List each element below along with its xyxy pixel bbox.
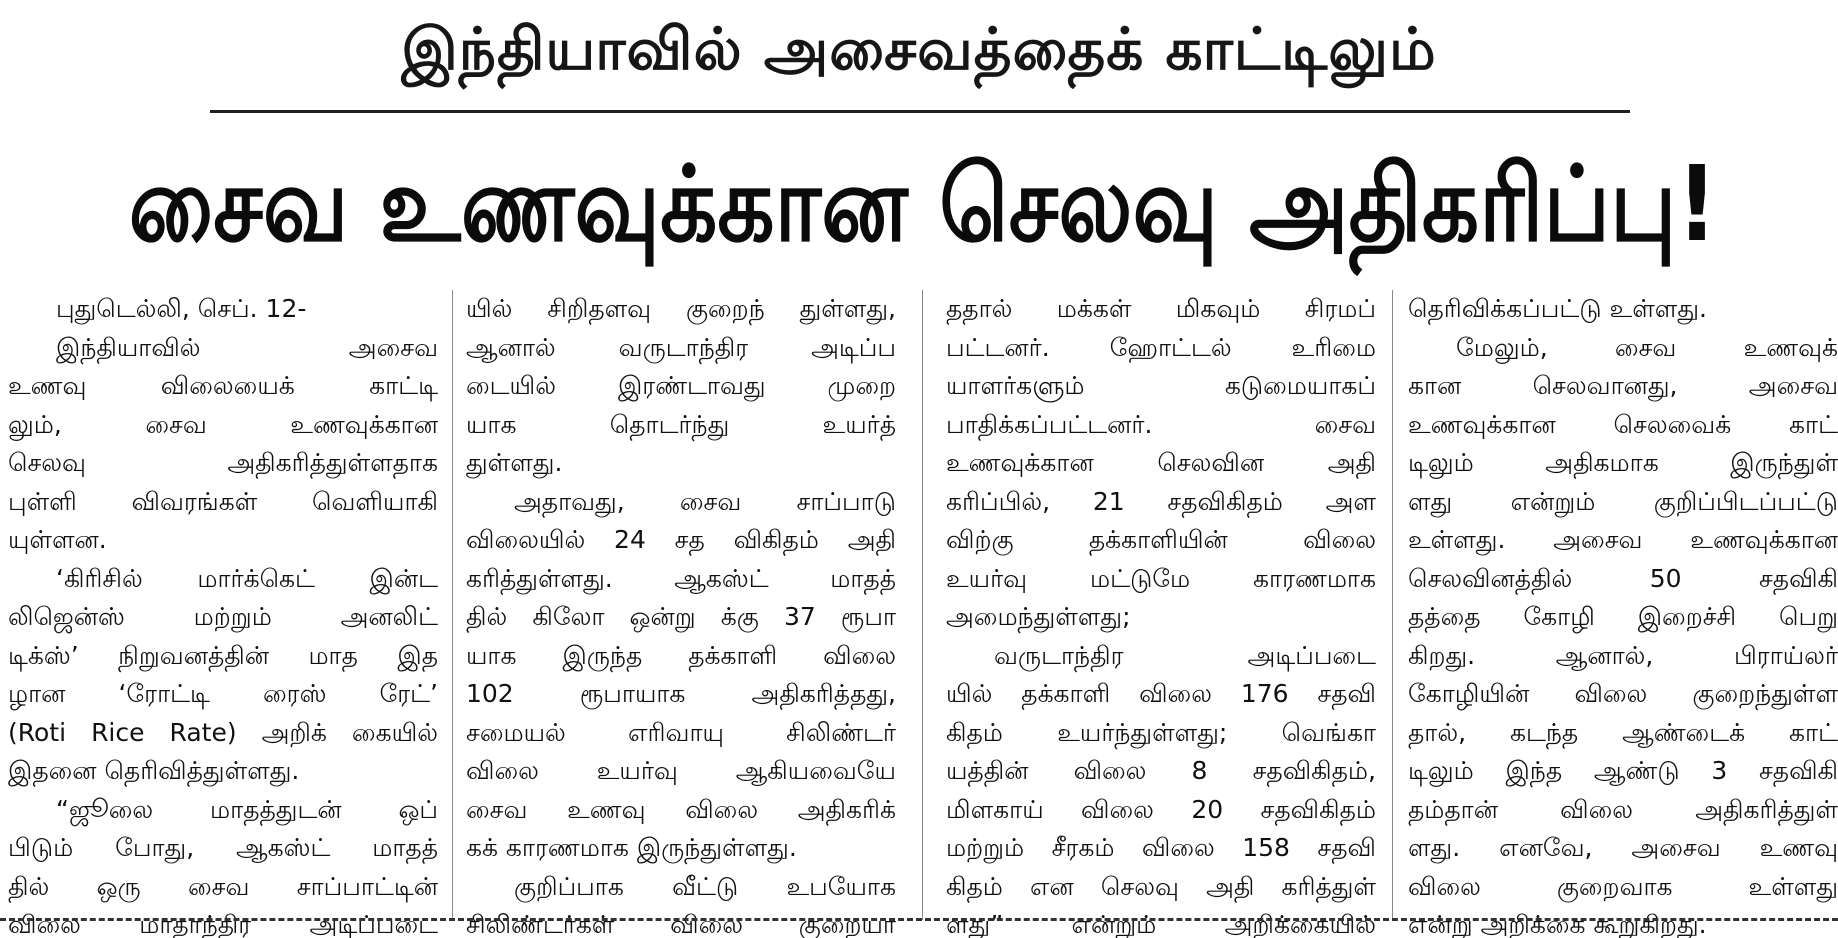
body-line: லும், சைவ உணவுக்கான — [8, 409, 438, 439]
body-line: குறிப்பாக வீட்டு உபயோக — [514, 871, 896, 901]
body-line: இந்தியாவில் அசைவ — [56, 332, 438, 362]
article-column-3 — [946, 290, 1376, 938]
body-line: தில் ஒரு சைவ சாப்பாட்டின் — [8, 871, 438, 901]
body-line: செலவினத்தில் 50 சதவிகி — [1408, 563, 1838, 593]
column-divider — [922, 290, 923, 920]
body-line: யத்தின் விலை 8 சதவிகிதம், — [946, 756, 1376, 785]
body-line: கிறது. ஆனால், பிராய்லர் — [1408, 640, 1838, 670]
body-line: சமையல் எரிவாயு சிலிண்டர் — [466, 717, 896, 747]
body-line: உயர்வு மட்டுமே காரணமாக — [946, 563, 1376, 593]
body-line: விலை உயர்வு ஆகியவையே — [466, 756, 896, 785]
body-line: “ஜூலை மாதத்துடன் ஒப் — [56, 794, 438, 824]
body-line: பட்டனர். ஹோட்டல் உரிமை — [946, 332, 1376, 362]
body-line: வருடாந்திர அடிப்படை — [994, 640, 1376, 670]
column-divider — [1392, 290, 1393, 920]
body-line: ளது என்றும் குறிப்பிடப்பட்டு — [1408, 486, 1838, 516]
body-line: தால், கடந்த ஆண்டைக் காட் — [1408, 717, 1838, 747]
body-line: கோழியின் விலை குறைந்துள்ள — [1408, 679, 1838, 708]
body-line: விலை மாதாந்திர அடிப்படை — [8, 910, 438, 938]
body-line: விலை குறைவாக உள்ளது — [1408, 871, 1838, 901]
body-line: யாக இருந்த தக்காளி விலை — [466, 640, 896, 670]
body-line: ததால் மக்கள் மிகவும் சிரமப் — [946, 294, 1376, 323]
body-line: கரித்துள்ளது. ஆகஸ்ட் மாதத் — [466, 563, 896, 593]
body-line: கான செலவானது, அசைவ — [1408, 371, 1838, 400]
body-line: துள்ளது. — [466, 448, 563, 477]
body-line: தெரிவிக்கப்பட்டு உள்ளது. — [1408, 294, 1707, 323]
body-line: தம்தான் விலை அதிகரித்துள் — [1408, 794, 1838, 824]
body-line: விலையில் 24 சத விகிதம் அதி — [466, 525, 896, 554]
bottom-dashed-border — [0, 918, 1838, 921]
body-line: தில் கிலோ ஒன்று க்கு 37 ரூபா — [466, 602, 896, 631]
body-line: உணவுக்கான செலவைக் காட் — [1408, 409, 1838, 439]
body-line: கக் காரணமாக இருந்துள்ளது. — [466, 833, 797, 862]
body-line: ளது. எனவே, அசைவ உணவு — [1408, 833, 1838, 862]
body-line: ஆனால் வருடாந்திர அடிப்ப — [466, 332, 896, 362]
body-line: பாதிக்கப்பட்டனர். சைவ — [946, 409, 1376, 439]
body-line: விற்கு தக்காளியின் விலை — [946, 525, 1376, 554]
body-line: மிளகாய் விலை 20 சதவிகிதம் — [946, 794, 1376, 824]
main-headline: சைவ உணவுக்கான செலவு அதிகரிப்பு! — [128, 143, 1718, 265]
body-line: உணவுக்கான செலவின அதி — [946, 448, 1376, 477]
body-line: மேலும், சைவ உணவுக் — [1456, 332, 1838, 362]
article-column-1 — [8, 290, 438, 938]
dateline: புதுடெல்லி, செப். 12- — [56, 294, 307, 323]
body-line: யாக தொடர்ந்து உயர்த் — [466, 409, 896, 439]
body-line: மற்றும் சீரகம் விலை 158 சதவி — [946, 833, 1376, 862]
body-line: ‘கிரிசில் மார்க்கெட் இன்ட — [56, 563, 438, 593]
body-line: யுள்ளன. — [8, 525, 107, 554]
body-line: அமைந்துள்ளது; — [946, 602, 1131, 631]
body-line: என்று அறிக்கை கூறுகிறது. — [1408, 910, 1707, 938]
body-line: லிஜென்ஸ் மற்றும் அனலிட் — [8, 602, 438, 631]
body-line: சிலிண்டர்கள் விலை குறையா — [466, 910, 896, 938]
body-line: கரிப்பில், 21 சதவிகிதம் அள — [946, 486, 1376, 516]
body-line: யில் சிறிதளவு குறைந் துள்ளது, — [466, 294, 896, 323]
body-line: டிலும் அதிகமாக இருந்துள் — [1408, 448, 1838, 477]
body-line: யாளர்களும் கடுமையாகப் — [946, 371, 1376, 400]
body-line: டிக்ஸ்’ நிறுவனத்தின் மாத இத — [8, 640, 438, 670]
body-line: ளது” என்றும் அறிக்கையில் — [946, 910, 1376, 938]
article-body — [8, 290, 1838, 938]
body-line: கிதம் என செலவு அதி கரித்துள் — [946, 871, 1376, 901]
body-line: இதனை தெரிவித்துள்ளது. — [8, 756, 300, 785]
article-column-2 — [466, 290, 896, 938]
body-line: தத்தை கோழி இறைச்சி பெறு — [1408, 602, 1838, 631]
body-line: 102 ரூபாயாக அதிகரித்தது, — [466, 679, 896, 708]
column-divider — [452, 290, 453, 920]
kicker-divider — [210, 110, 1630, 113]
body-line: உள்ளது. அசைவ உணவுக்கான — [1408, 525, 1838, 554]
body-line: அதாவது, சைவ சாப்பாடு — [514, 486, 896, 516]
body-line: கிதம் உயர்ந்துள்ளது; வெங்கா — [946, 717, 1376, 747]
body-line: உணவு விலையைக் காட்டி — [8, 371, 438, 400]
article-column-4 — [1408, 290, 1838, 938]
kicker-headline: இந்தியாவில் அசைவத்தைக் காட்டிலும் — [401, 15, 1437, 83]
body-line: சைவ உணவு விலை அதிகரிக் — [466, 794, 896, 824]
body-line: ழான ‘ரோட்டி ரைஸ் ரேட்’ — [8, 679, 438, 708]
body-line: செலவு அதிகரித்துள்ளதாக — [8, 448, 438, 477]
body-line: யில் தக்காளி விலை 176 சதவி — [946, 679, 1376, 708]
body-line: பிடும் போது, ஆகஸ்ட் மாதத் — [8, 833, 438, 862]
body-line: டையில் இரண்டாவது முறை — [466, 371, 896, 400]
body-line: (Roti Rice Rate) அறிக் கையில் — [8, 717, 438, 747]
body-line: டிலும் இந்த ஆண்டு 3 சதவிகி — [1408, 756, 1838, 785]
body-line: புள்ளி விவரங்கள் வெளியாகி — [8, 486, 438, 516]
